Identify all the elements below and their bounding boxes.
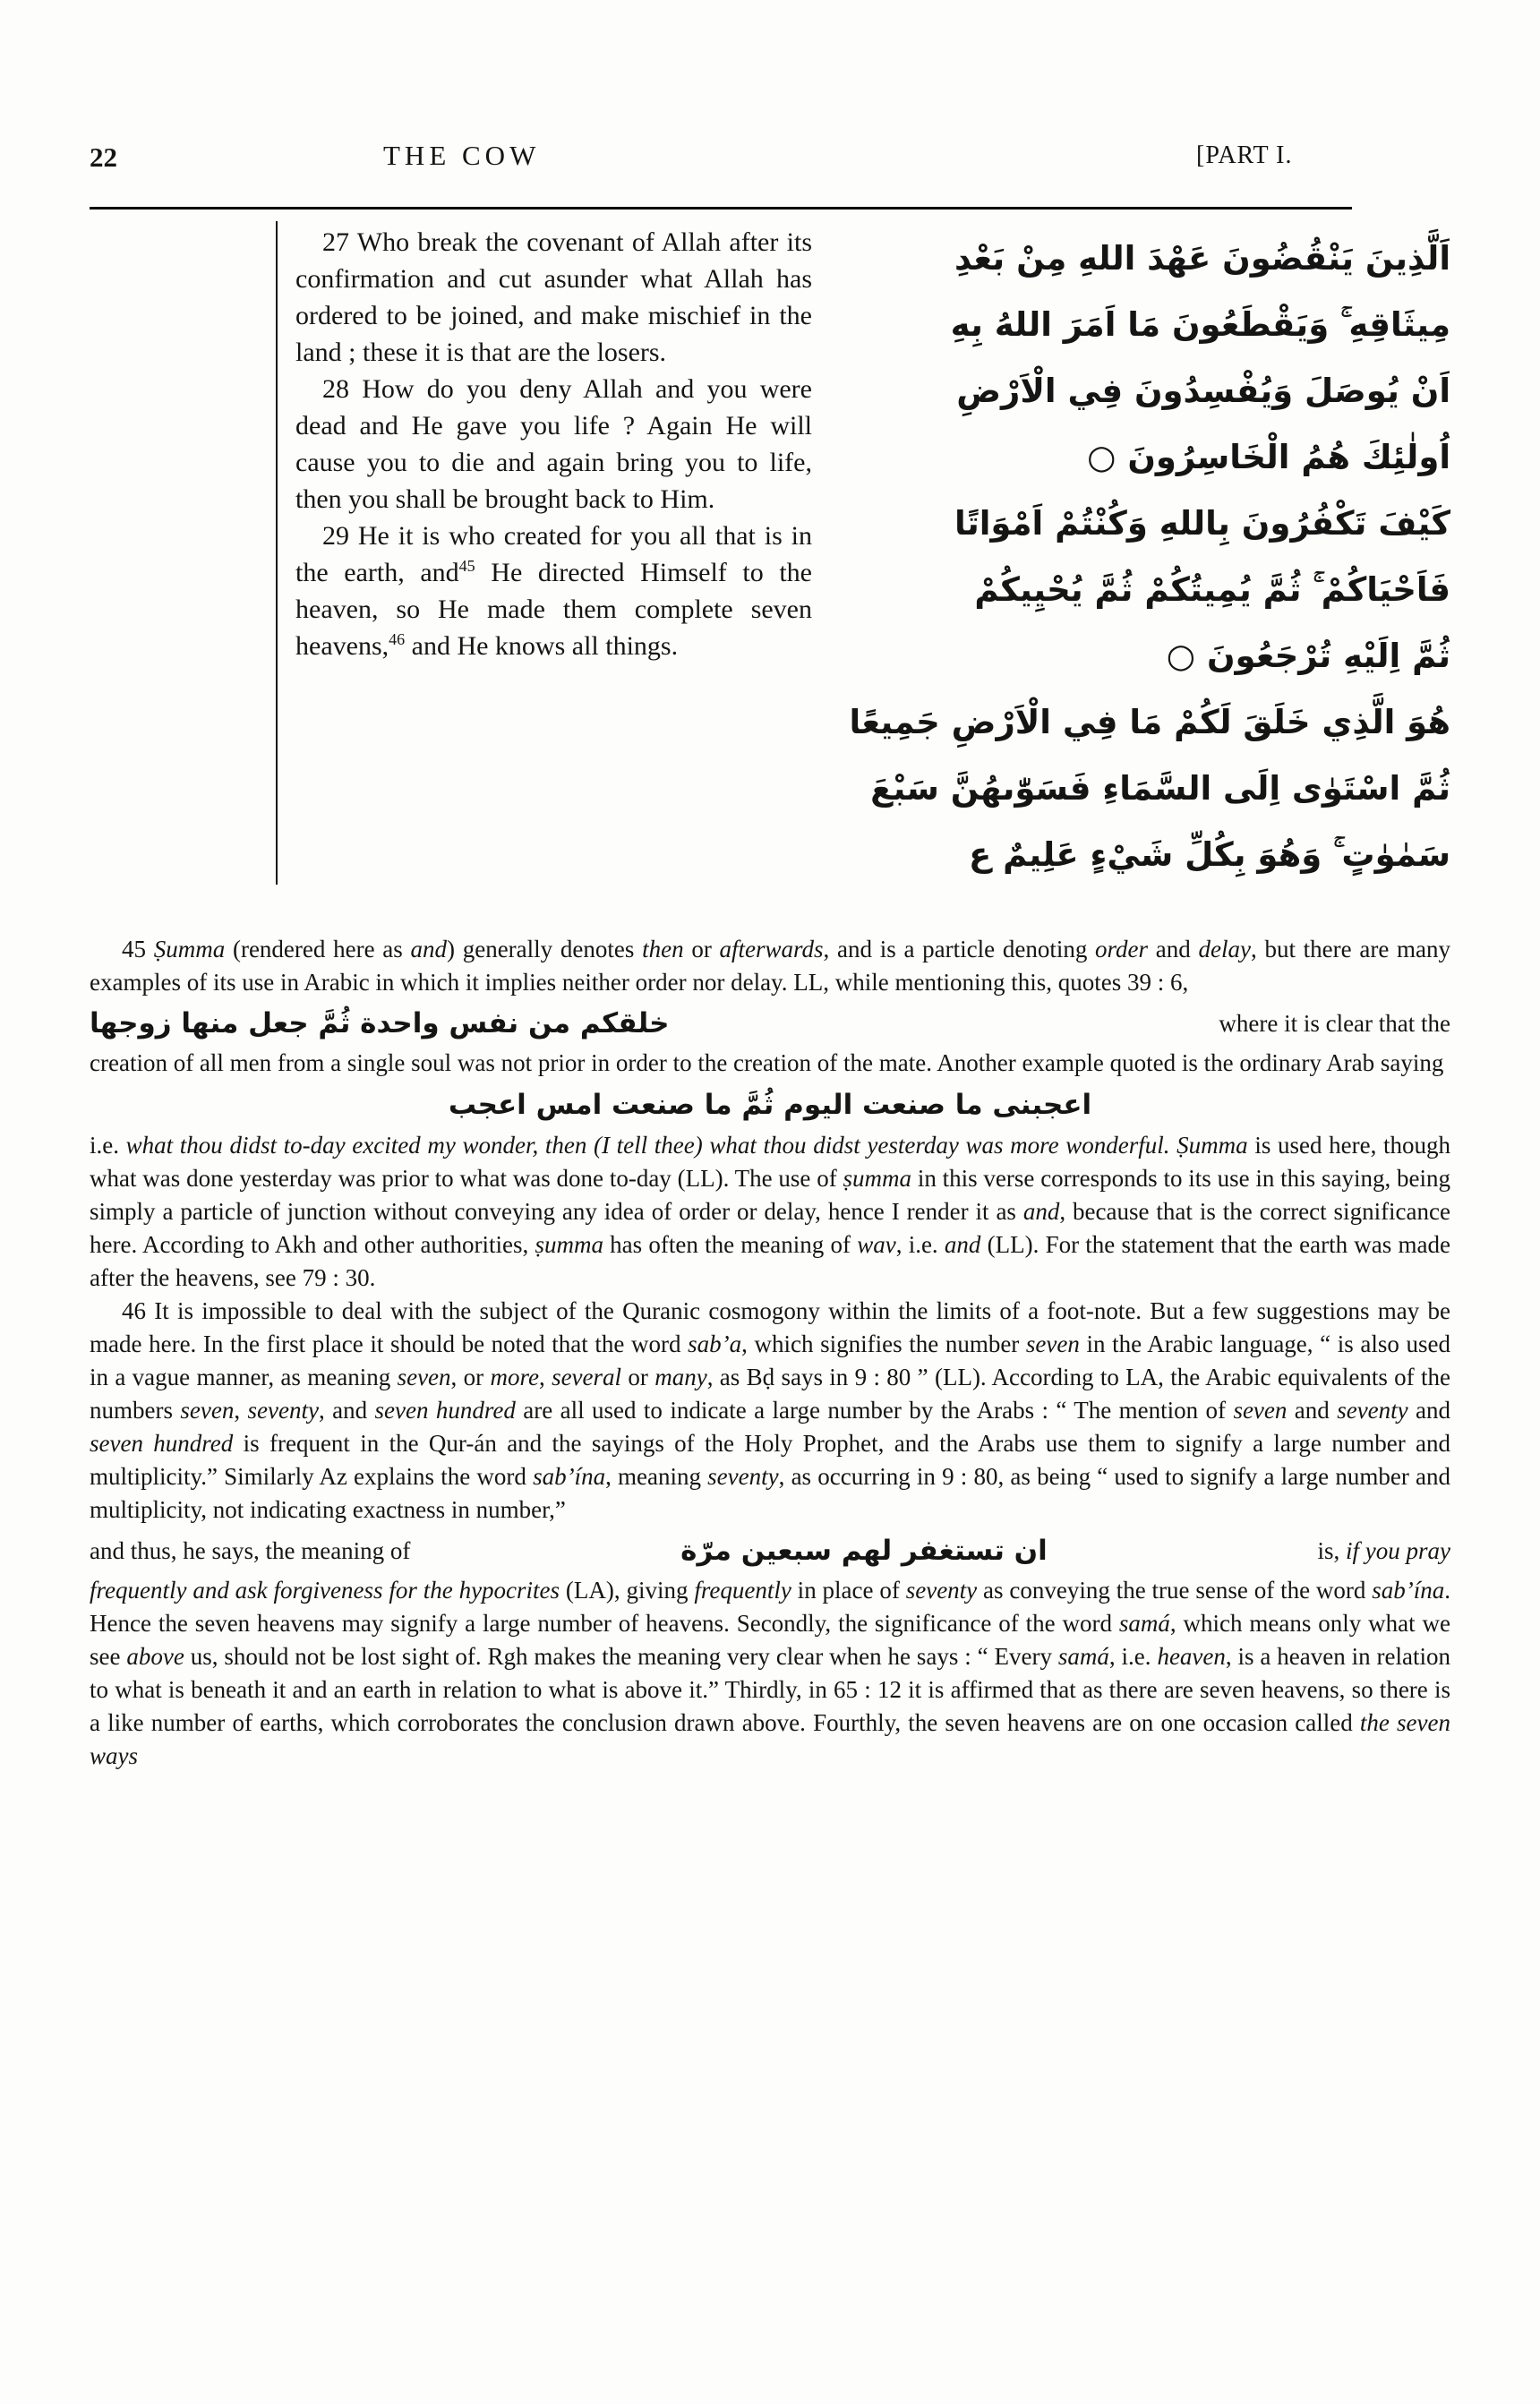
arabic-verse-line: هُوَ الَّذِي خَلَقَ لَكُمْ مَا فِي الْاَرْضِ جَمِيعًا: [849, 703, 1450, 741]
arabic-verse-line: فَاَحْيَاكُمْ ۚ ثُمَّ يُمِيتُكُمْ ثُمَّ يُحْيِيكُمْ: [974, 570, 1450, 609]
arabic-column: [845, 224, 1450, 888]
footnote-text-before-arabic: and thus, he says, the meaning of: [90, 1537, 411, 1564]
footnotes-section: [90, 933, 1450, 1773]
footnote-arabic-row: [90, 1527, 1450, 1574]
verse-paragraph: 28 How do you deny Allah and you were dead and He gave you life ? Again He will cause you to die and again bring you to life, then you shall be brought back to Him.: [295, 374, 812, 514]
arabic-verse-line: اَلَّذِينَ يَنْقُضُونَ عَهْدَ اللهِ مِنْ بَعْدِ: [954, 239, 1450, 278]
page-number: 22: [90, 141, 117, 173]
footnote-paragraph: i.e. what thou didst to-day excited my wonder, then (I tell thee) what thou didst yesterday was more wonderful. Ṣumma is used here, though what was done yesterday was prior to what was done to-day (LL). The use of ṣumma in this verse corresponds to its use in this saying, being simply a particle of junction without conveying any idea of order or delay, hence I render it as and, because that is the correct significance here. According to Akh and other authorities, ṣumma has often the meaning of wav, i.e. and (LL). For the statement that the earth was made after the heavens, see 79 : 30.: [90, 1132, 1450, 1291]
footnote-paragraph: 46 It is impossible to deal with the subject of the Quranic cosmogony within the limits of a foot-note. But a few suggestions may be made here. In the first place it should be noted that the word sab’a, which signifies the number seven in the Arabic language, “ is also used in a vague manner, as meaning seven, or more, several or many, as Bḍ says in 9 : 80 ” (LL). According to LA, the Arabic equivalents of the numbers seven, seventy, and seven hundred are all used to indicate a large number by the Arabs : “ The mention of seven and seventy and seven hundred is frequent in the Qur-án and the sayings of the Holy Prophet, and the Arabs use them to signify a large number and multiplicity.” Similarly Az explains the word sab’ína, meaning seventy, as occurring in 9 : 80, as being “ used to signify a large number and multiplicity, not indicating exactness in number,”: [90, 1297, 1451, 1523]
column-rule: [276, 221, 278, 885]
verse-section: [295, 224, 1450, 888]
arabic-verse-line: كَيْفَ تَكْفُرُونَ بِاللهِ وَكُنْتُمْ اَمْوَاتًا: [954, 504, 1450, 543]
arabic-verse-line: اُولٰئِكَ هُمُ الْخَاسِرُونَ ○: [1087, 438, 1450, 476]
page-title: THE COW: [383, 140, 541, 171]
footnote-arabic-quote: ان تستغفر لهم سبعين مرّة: [680, 1535, 1048, 1567]
footnote-text-after-arabic: is, if you pray: [1317, 1537, 1450, 1564]
footnote-paragraph: creation of all men from a single soul was not prior in order to the creation of the mate. Another example quoted is the ordinary Arab saying: [90, 1049, 1444, 1076]
footnote-paragraph: frequently and ask forgiveness for the hypocrites (LA), giving frequently in place of seventy as conveying the true sense of the word sab’ína. Hence the seven heavens may signify a large number of heavens. Secondly, the significance of the word samá, which means only what we see above us, should not be lost sight of. Rgh makes the meaning very clear when he says : “ Every samá, i.e. heaven, is a heaven in relation to what is beneath it and an earth in relation to what is above it.” Thirdly, in 65 : 12 it is affirmed that as there are seven heavens, so there is a like number of earths, which corroborates the conclusion drawn above. Fourthly, the seven heavens are on one occasion called the seven ways: [90, 1577, 1451, 1769]
header-rule: [90, 207, 1352, 210]
footnote-arabic-centered-quote: اعجبنى ما صنعت اليوم ثُمَّ ما صنعت امس اعجب: [448, 1089, 1092, 1121]
footnote-arabic-quote: خلقكم من نفس واحدة ثُمَّ جعل منها زوجها: [90, 1007, 670, 1039]
arabic-verse-line: ثُمَّ اِلَيْهِ تُرْجَعُونَ ○: [1166, 637, 1450, 675]
translation-column: [295, 224, 812, 888]
arabic-verse-line: ثُمَّ اسْتَوٰى اِلَى السَّمَاءِ فَسَوّٰىهُنَّ سَبْعَ: [870, 769, 1450, 808]
arabic-verse-line: مِيثَاقِهِ ۚ وَيَقْطَعُونَ مَا اَمَرَ اللهُ بِهِ: [950, 305, 1450, 344]
footnote-arabic-row: [90, 999, 1450, 1047]
footnote-text-after-arabic: where it is clear that the: [1219, 1010, 1450, 1037]
part-label: [PART I.: [1196, 141, 1293, 169]
footnote-paragraph: 45 Ṣumma (rendered here as and) generally denotes then or afterwards, and is a particle denoting order and delay, but there are many examples of its use in Arabic in which it implies neither order nor delay. LL, while mentioning this, quotes 39 : 6,: [90, 936, 1451, 996]
arabic-verse-line: سَمٰوٰتٍ ۚ وَهُوَ بِكُلِّ شَيْءٍ عَلِيمٌ ع: [968, 835, 1450, 874]
verse-paragraph: 29 He it is who created for you all that is in the earth, and$^{45}$ He directed Himself to the heaven, so He made them complete seven heavens,$^{46}$ and He knows all things.: [295, 521, 812, 661]
verse-paragraph: 27 Who break the covenant of Allah after its confirmation and cut asunder what Allah has ordered to be joined, and make mischief in the land ; these it is that are the losers.: [295, 227, 812, 367]
arabic-verse-line: اَنْ يُوصَلَ وَيُفْسِدُونَ فِي الْاَرْضِ: [956, 372, 1450, 410]
